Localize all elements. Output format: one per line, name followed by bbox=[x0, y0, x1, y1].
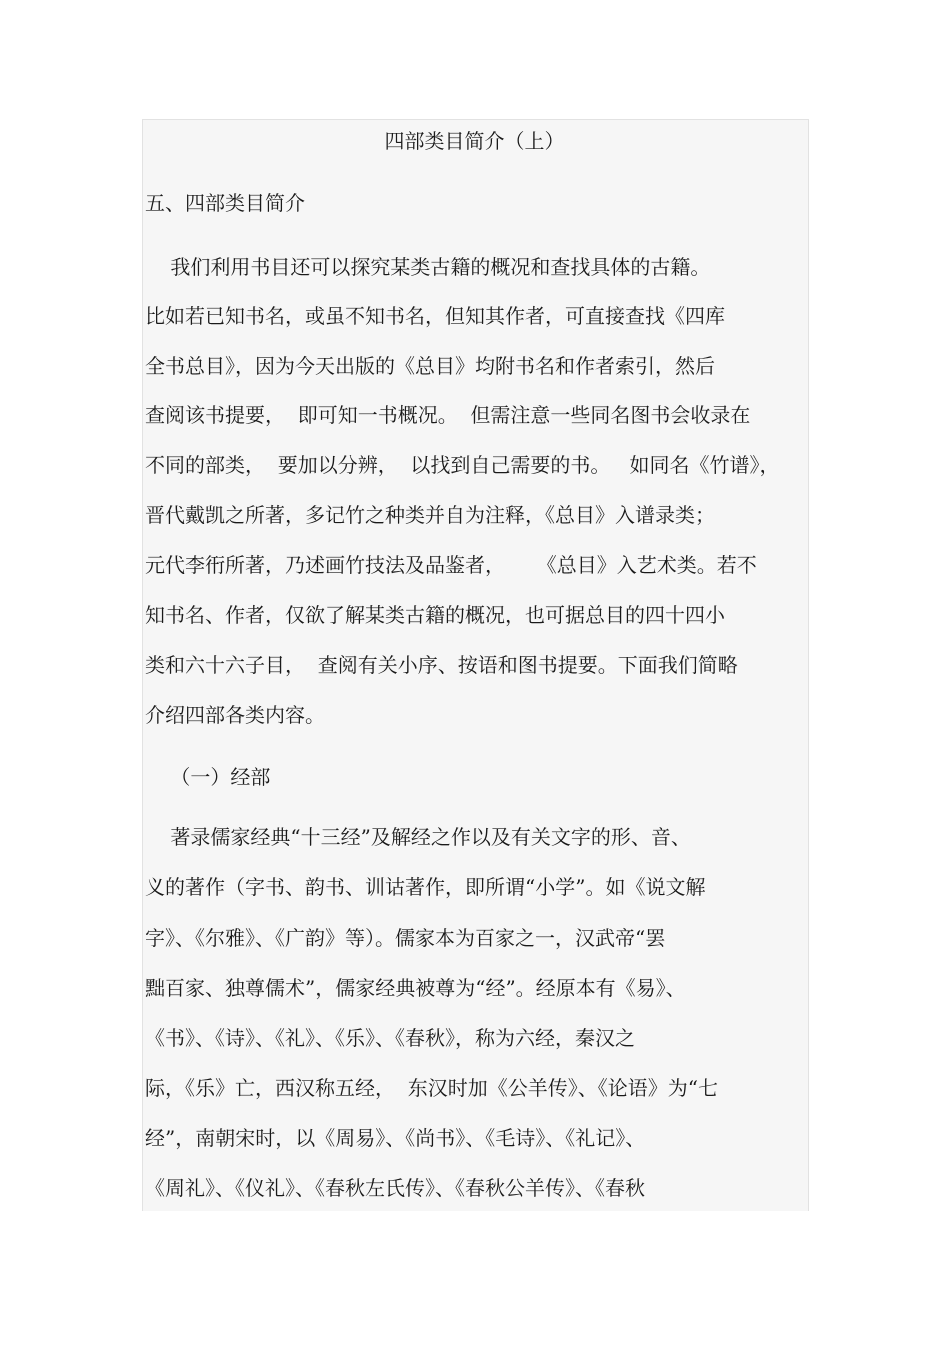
paragraph-line: 著录儒家经典“十三经”及解经之作以及有关文字的形、音、 bbox=[145, 825, 691, 849]
paragraph-line: 《书》、《诗》、《礼》、《乐》、《春秋》，称为六经，秦汉之 bbox=[145, 1026, 635, 1050]
paragraph-line: 《周礼》、《仪礼》、《春秋左氏传》、《春秋公羊传》、《春秋 bbox=[145, 1176, 645, 1200]
paragraph-line: 比如若已知书名，或虽不知书名，但知其作者，可直接查找《四库 bbox=[145, 304, 725, 328]
paragraph-line: 全书总目》，因为今天出版的《总目》均附书名和作者索引，然后 bbox=[145, 354, 715, 378]
paragraph-line: 际，《乐》亡，西汉称五经， 东汉时加《公羊传》、《论语》为“七 bbox=[145, 1076, 718, 1100]
paragraph-line: 不同的部类， 要加以分辨， 以找到自己需要的书。 如同名《竹谱》， bbox=[145, 453, 780, 477]
paragraph-line: 我们利用书目还可以探究某类古籍的概况和查找具体的古籍。 bbox=[145, 255, 711, 279]
section-heading-main: 五、四部类目简介 bbox=[145, 191, 305, 215]
paragraph-line: 字》、《尔雅》、《广韵》等）。儒家本为百家之一，汉武帝“罢 bbox=[145, 926, 666, 950]
paragraph-line: 知书名、作者，仅欲了解某类古籍的概况，也可据总目的四十四小 bbox=[145, 603, 725, 627]
paragraph-line: 类和六十六子目， 查阅有关小序、按语和图书提要。下面我们简略 bbox=[145, 653, 738, 677]
paragraph-line: 晋代戴凯之所著，多记竹之种类并自为注释，《总目》入谱录类； bbox=[145, 503, 715, 527]
paragraph-line: 介绍四部各类内容。 bbox=[145, 703, 325, 727]
paragraph-line: 经”，南朝宋时，以《周易》、《尚书》、《毛诗》、《礼记》、 bbox=[145, 1126, 646, 1150]
paragraph-line: 黜百家、独尊儒术”，儒家经典被尊为“经”。经原本有《易》、 bbox=[145, 976, 686, 1000]
paragraph-line: 查阅该书提要， 即可知一书概况。 但需注意一些同名图书会收录在 bbox=[145, 403, 751, 427]
paragraph-line: 义的著作（字书、韵书、训诂著作，即所谓“小学”。如《说文解 bbox=[145, 875, 706, 899]
paragraph-line: 元代李衎所著，乃述画竹技法及品鉴者， 《总目》入艺术类。若不 bbox=[145, 553, 757, 577]
document-title: 四部类目简介（上） bbox=[384, 129, 565, 153]
subsection-heading: （一）经部 bbox=[145, 765, 271, 789]
